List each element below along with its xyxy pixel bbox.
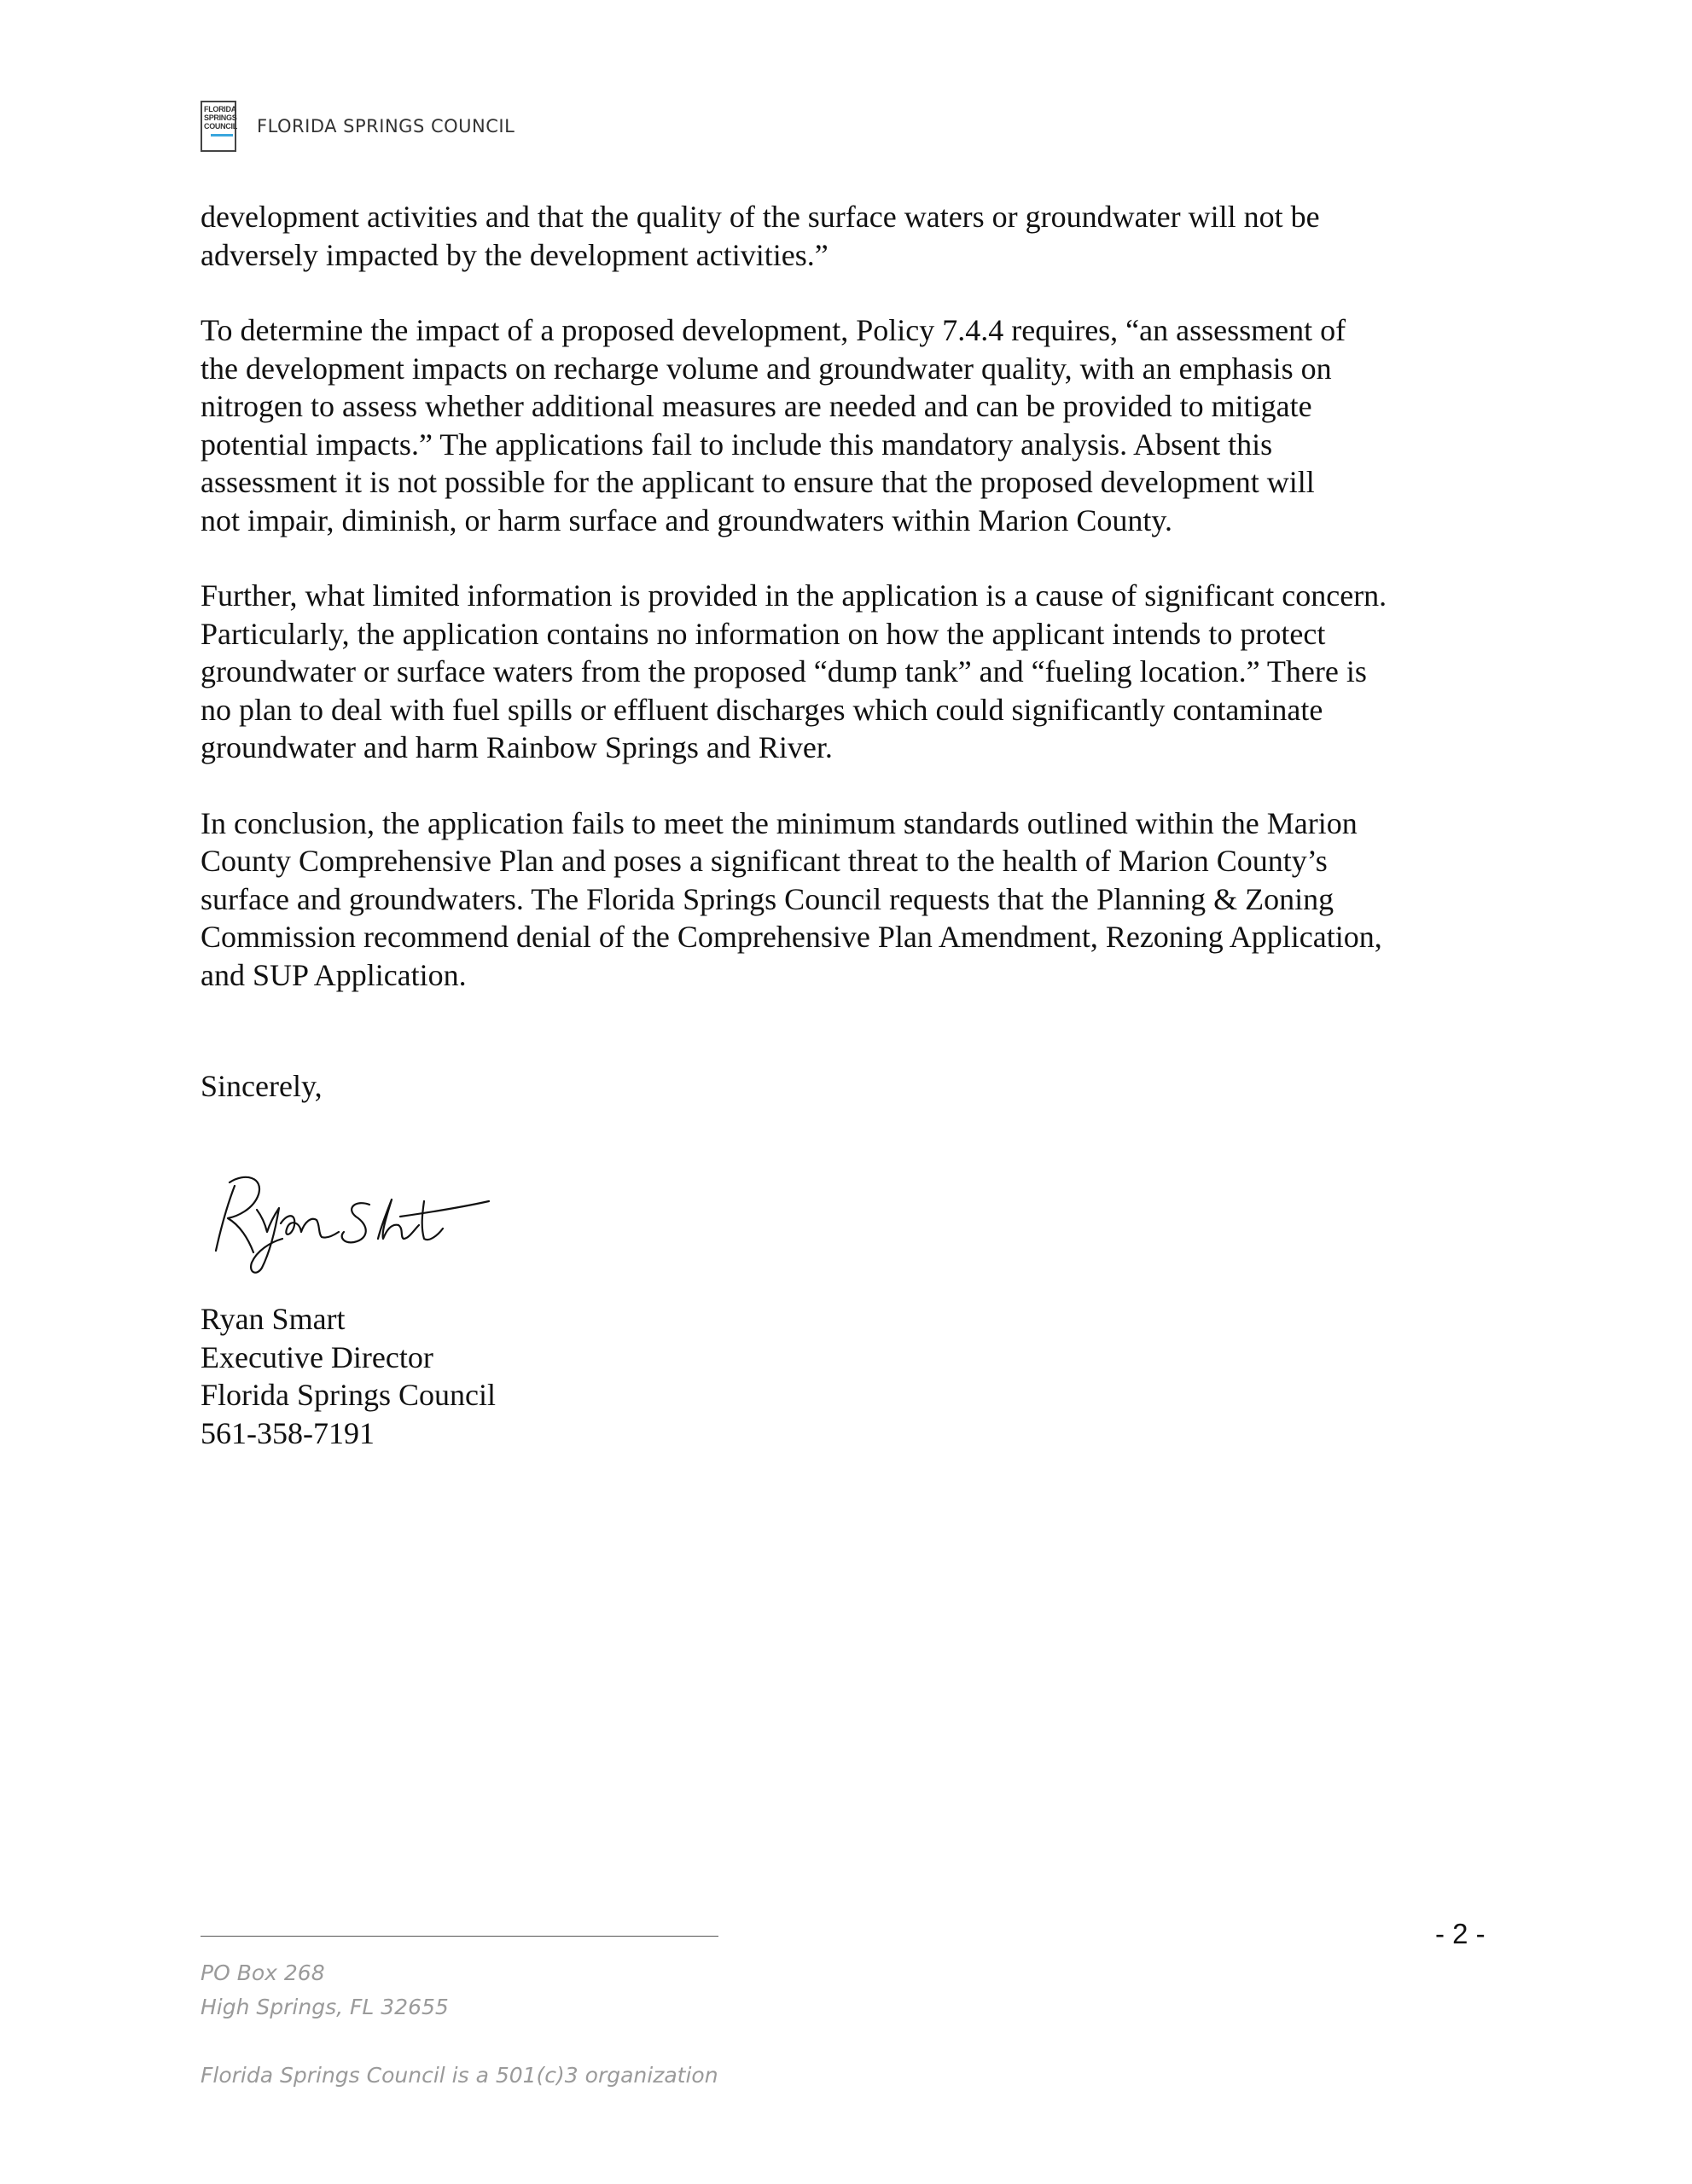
logo-text-line: COUNCIL	[204, 122, 237, 131]
text-line: no plan to deal with fuel spills or effluent discharges which could significantly contaminate	[201, 692, 1323, 727]
text-line: and SUP Application.	[201, 957, 467, 992]
letterhead	[201, 101, 515, 152]
text-line: nitrogen to assess whether additional measures are needed and can be provided to mitigate	[201, 389, 1312, 423]
footer	[201, 1956, 718, 2093]
text-line: assessment it is not possible for the applicant to ensure that the proposed development will	[201, 465, 1315, 499]
org-logo	[201, 101, 236, 152]
text-line: Particularly, the application contains no information on how the applicant intends to protect	[201, 616, 1326, 651]
paragraph-1	[201, 198, 1532, 274]
footer-address-line: High Springs, FL 32655	[201, 1995, 449, 2019]
signature-block	[201, 1300, 1532, 1452]
signatory-title: Executive Director	[201, 1339, 433, 1374]
handwritten-signature	[211, 1157, 492, 1276]
footer-note: Florida Springs Council is a 501(c)3 organization	[201, 2063, 718, 2088]
signatory-name: Ryan Smart	[201, 1302, 346, 1336]
text-line: development activities and that the quality of the surface waters or groundwater will not be	[201, 200, 1320, 234]
logo-accent-bar	[211, 134, 233, 136]
footer-address-line: PO Box 268	[201, 1960, 325, 1985]
signatory-organization: Florida Springs Council	[201, 1378, 497, 1412]
paragraph-3	[201, 577, 1532, 767]
letter-body	[201, 198, 1532, 1452]
text-line: County Comprehensive Plan and poses a significant threat to the health of Marion County’s	[201, 844, 1328, 878]
text-line: In conclusion, the application fails to meet the minimum standards outlined within the Marion	[201, 805, 1358, 840]
footer-divider	[201, 1936, 718, 1937]
page-number: - 2 -	[1435, 1918, 1486, 1949]
text-line: not impair, diminish, or harm surface and groundwaters within Marion County.	[201, 502, 1173, 537]
text-line: groundwater or surface waters from the proposed “dump tank” and “fueling location.” There is	[201, 654, 1367, 688]
closing: Sincerely,	[201, 1069, 323, 1103]
text-line: potential impacts.” The applications fail to include this mandatory analysis. Absent this	[201, 427, 1273, 462]
signatory-phone: 561-358-7191	[201, 1415, 375, 1450]
paragraph-2	[201, 311, 1532, 539]
footer-spacer	[201, 2024, 718, 2059]
logo-text-line: FLORIDA	[204, 105, 236, 113]
paragraph-4	[201, 804, 1532, 995]
text-line: adversely impacted by the development activities.”	[201, 237, 829, 272]
logo-text-line: SPRINGS	[204, 113, 237, 122]
text-line: To determine the impact of a proposed development, Policy 7.4.4 requires, “an assessment of	[201, 313, 1346, 347]
letterhead-org-name: FLORIDA SPRINGS COUNCIL	[257, 116, 515, 136]
text-line: Commission recommend denial of the Comprehensive Plan Amendment, Rezoning Application,	[201, 920, 1382, 954]
text-line: groundwater and harm Rainbow Springs and River.	[201, 730, 833, 764]
text-line: the development impacts on recharge volume and groundwater quality, with an emphasis on	[201, 351, 1332, 386]
text-line: Further, what limited information is provided in the application is a cause of significant concern.	[201, 578, 1387, 613]
text-line: surface and groundwaters. The Florida Springs Council requests that the Planning & Zoning	[201, 881, 1334, 916]
